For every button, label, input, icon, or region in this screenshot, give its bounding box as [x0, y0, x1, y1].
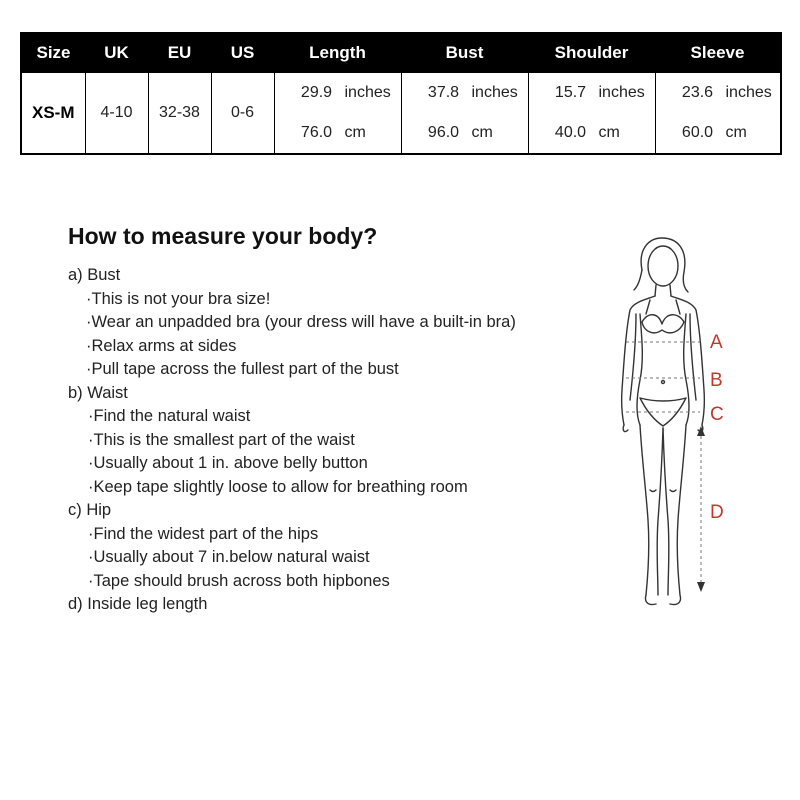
list-item: ·Usually about 1 in. above belly button [88, 454, 368, 472]
marker-a: A [710, 332, 723, 353]
value: 23.6 [681, 84, 714, 101]
list-item: ·Keep tape slightly loose to allow for breathing room [88, 477, 468, 496]
unit: cm [344, 124, 366, 141]
uk-cell: 4-10 [85, 73, 148, 155]
arrow-down-icon [697, 582, 705, 592]
value: 29.9 [300, 84, 333, 101]
shoulder-inches [529, 73, 655, 113]
header-sleeve: Sleeve [655, 33, 781, 73]
value: 96.0 [427, 124, 460, 141]
value: 37.8 [427, 84, 460, 101]
value: 40.0 [554, 124, 587, 141]
sleeve-cell [655, 73, 781, 155]
header-us: US [211, 33, 274, 73]
marker-d: D [710, 502, 724, 523]
list-item: ·Relax arms at sides [86, 336, 237, 355]
right-leg [670, 425, 686, 605]
unit: cm [598, 124, 620, 141]
torso-right [684, 314, 689, 425]
header-length: Length [274, 33, 401, 73]
face-outline [648, 246, 678, 286]
header-eu: EU [148, 33, 211, 73]
list-item: ·Usually about 7 in.below natural waist [88, 548, 370, 566]
list-item: ·Find the widest part of the hips [88, 524, 319, 543]
us-cell: 0-6 [211, 73, 274, 155]
header-bust: Bust [401, 33, 528, 73]
eu-cell: 32-38 [148, 73, 211, 155]
size-chart-table [20, 32, 782, 155]
shoulder-cell [528, 73, 655, 155]
header-uk: UK [85, 33, 148, 73]
value: 15.7 [554, 84, 587, 101]
value: 60.0 [681, 124, 714, 141]
size-chart-header-row [21, 33, 781, 73]
unit: inches [471, 84, 518, 101]
unit: cm [471, 124, 493, 141]
list-item: ·This is not your bra size! [86, 289, 271, 308]
bust-section-label: a) Bust [68, 266, 121, 284]
measurement-guide [68, 222, 516, 617]
size-cell: XS-M [21, 73, 85, 155]
list-item: ·Pull tape across the fullest part of the bust [86, 360, 399, 378]
torso-left [637, 314, 642, 425]
unit: inches [598, 84, 645, 101]
sleeve-cm [656, 113, 781, 153]
sleeve-inches [656, 73, 781, 113]
bust-cell [401, 73, 528, 155]
length-cm [275, 113, 401, 153]
length-inches [275, 73, 401, 113]
list-item: ·This is the smallest part of the waist [88, 430, 355, 449]
table-row [21, 73, 781, 155]
left-leg [640, 425, 656, 605]
hip-section-label: c) Hip [68, 501, 112, 519]
length-cell [274, 73, 401, 155]
leg-section-label: d) Inside leg length [68, 595, 208, 613]
shoulder-cm [529, 113, 655, 153]
value: 76.0 [300, 124, 333, 141]
list-item: ·Wear an unpadded bra (your dress will have a built-in bra) [86, 313, 516, 331]
bust-inches [402, 73, 528, 113]
guide-title: How to measure your body? [68, 223, 378, 249]
unit: cm [725, 124, 747, 141]
unit: inches [344, 84, 391, 101]
list-item: ·Tape should brush across both hipbones [88, 571, 390, 590]
bra-outline [642, 315, 684, 333]
header-size: Size [21, 33, 85, 73]
bust-cm [402, 113, 528, 153]
unit: inches [725, 84, 772, 101]
body-measurement-figure [600, 230, 740, 620]
list-item: ·Find the natural waist [88, 407, 251, 425]
waist-section-label: b) Waist [68, 383, 128, 402]
marker-c: C [710, 404, 724, 425]
header-shoulder: Shoulder [528, 33, 655, 73]
body-outline-illustration [600, 230, 740, 620]
marker-b: B [710, 370, 723, 391]
